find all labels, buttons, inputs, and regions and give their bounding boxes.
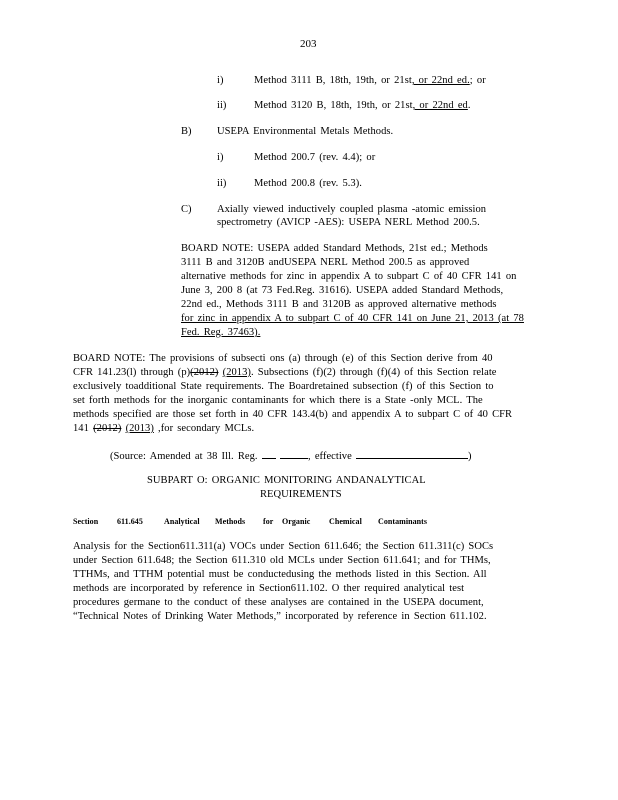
inserted-text: (2013) bbox=[222, 367, 251, 378]
note-line: methods specified are those set forth in 40 CFR 143.4(b) and appendix A to subpart C of 40 CFR bbox=[73, 409, 513, 420]
source-suffix: ) bbox=[468, 451, 472, 462]
note-line bbox=[73, 366, 497, 379]
note-line: BOARD NOTE: USEPA added Standard Methods, 21st ed.; Methods bbox=[181, 243, 488, 254]
section-heading-word: Analytical bbox=[164, 516, 200, 527]
note-line: BOARD NOTE: The provisions of subsecti ons (a) through (e) of this Section derive from 40 bbox=[73, 353, 493, 364]
deleted-text: (2012) bbox=[190, 367, 219, 378]
list-item-text bbox=[254, 99, 471, 112]
body-line: TTHMs, and TTHM potential must be conductedusing the methods listed in this Section. All bbox=[73, 569, 487, 580]
section-heading-word: Chemical bbox=[329, 516, 362, 527]
list-marker: ii) bbox=[217, 100, 227, 111]
list-marker: i) bbox=[217, 75, 224, 86]
source-prefix: (Source: Amended at 38 Ill. Reg. bbox=[110, 451, 258, 462]
note-text: ,for secondary MCLs. bbox=[153, 423, 255, 434]
note-line: exclusively toadditional State requirements. The Boardretained subsection (f) of this Section to bbox=[73, 381, 494, 392]
list-item-text: Method 200.7 (rev. 4.4); or bbox=[254, 152, 376, 163]
blank-field bbox=[262, 449, 276, 459]
list-marker: i) bbox=[217, 152, 224, 163]
deleted-text: (2012) bbox=[93, 423, 122, 434]
list-marker: B) bbox=[181, 126, 192, 137]
note-line: set forth methods for the inorganic contaminants for which there is a State -only MCL. The bbox=[73, 395, 483, 406]
section-heading-word: for bbox=[263, 516, 274, 527]
note-text: 141 bbox=[73, 423, 89, 434]
section-heading-word: Contaminants bbox=[378, 516, 428, 527]
note-line-inserted: Fed. Reg. 37463). bbox=[181, 327, 261, 338]
body-line: “Technical Notes of Drinking Water Methods,” incorporated by reference in Section 611.102. bbox=[73, 611, 487, 622]
subpart-heading: REQUIREMENTS bbox=[260, 489, 342, 500]
list-marker: ii) bbox=[217, 178, 227, 189]
subpart-heading: SUBPART O: ORGANIC MONITORING ANDANALYTICAL bbox=[147, 475, 426, 486]
section-heading-word: 611.645 bbox=[117, 516, 143, 527]
blank-field bbox=[356, 449, 468, 459]
inserted-text: , or 22nd ed bbox=[412, 100, 468, 111]
list-item-text: Method 200.8 (rev. 5.3). bbox=[254, 178, 362, 189]
note-line-inserted: for zinc in appendix A to subpart C of 40 CFR 141 on June 21, 2013 (at 78 bbox=[181, 313, 524, 324]
page-number: 203 bbox=[300, 38, 317, 50]
list-item-text: spectrometry (AVICP -AES): USEPA NERL Method 200.5. bbox=[217, 217, 480, 228]
body-line: procedures germane to the conduct of these analyses are contained in the USEPA document, bbox=[73, 597, 484, 608]
list-item-text: Axially viewed inductively coupled plasma -atomic emission bbox=[217, 204, 487, 215]
note-line: 22nd ed., Methods 3111 B and 3120B as approved alternative methods bbox=[181, 299, 497, 310]
item-text: Method 3120 B, 18th, 19th, or 21st bbox=[254, 100, 413, 111]
body-line: under Section 611.648; the Section 611.310 old MCLs under Section 611.641; and for THMs, bbox=[73, 555, 491, 566]
blank-field bbox=[280, 449, 308, 459]
note-line: 3111 B and 3120B andUSEPA NERL Method 200.5 as approved bbox=[181, 257, 470, 268]
source-line bbox=[110, 449, 472, 463]
inserted-text: (2013) bbox=[125, 423, 154, 434]
list-marker: C) bbox=[181, 204, 192, 215]
body-line: methods are incorporated by reference in Section611.102. O ther required analytical test bbox=[73, 583, 465, 594]
body-line: Analysis for the Section611.311(a) VOCs under Section 611.646; the Section 611.311(c) SOCs bbox=[73, 541, 494, 552]
note-line: alternative methods for zinc in appendix A to subpart C of 40 CFR 141 on bbox=[181, 271, 517, 282]
list-item-text bbox=[254, 74, 486, 87]
note-text: CFR 141.23(l) through (p) bbox=[73, 367, 191, 378]
item-text: Method 3111 B, 18th, 19th, or 21st bbox=[254, 75, 412, 86]
section-heading-word: Organic bbox=[282, 516, 311, 527]
section-heading-word: Section bbox=[73, 516, 99, 527]
inserted-text: , or 22nd ed. bbox=[411, 75, 470, 86]
note-text: . Subsections (f)(2) through (f)(4) of this Section relate bbox=[250, 367, 497, 378]
list-item-text: USEPA Environmental Metals Methods. bbox=[217, 126, 394, 137]
source-mid: , effective bbox=[307, 451, 352, 462]
item-tail: ; or bbox=[469, 75, 486, 86]
note-line: June 3, 200 8 (at 73 Fed.Reg. 31616). USEPA added Standard Methods, bbox=[181, 285, 504, 296]
section-heading-word: Methods bbox=[215, 516, 246, 527]
note-line bbox=[73, 422, 254, 435]
item-tail: . bbox=[467, 100, 471, 111]
